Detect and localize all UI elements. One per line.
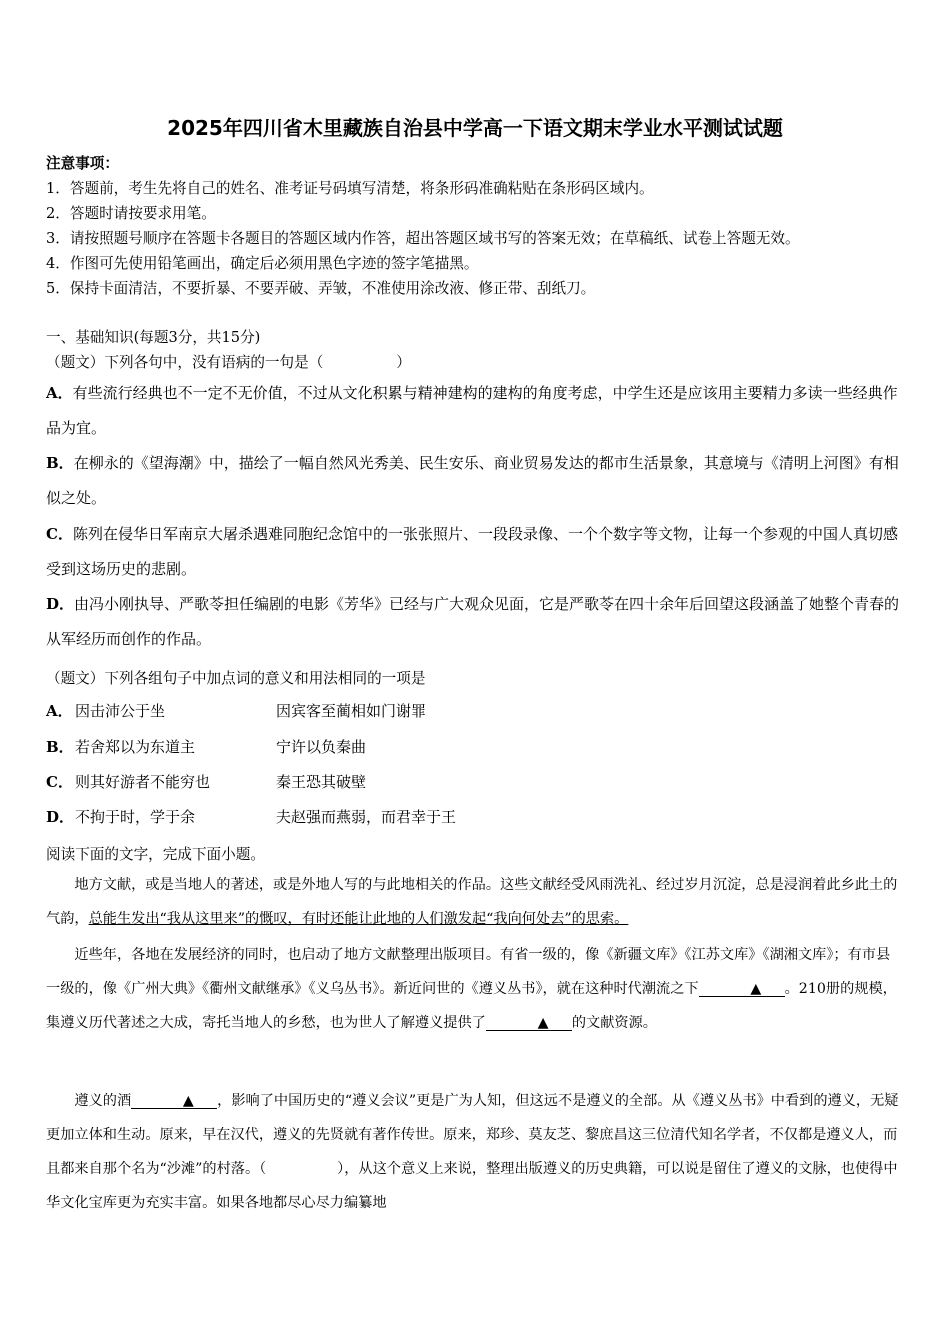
paragraph-text: 地方文献，或是当地人的著述，或是外地人写的与此地相关的作品。这些文献经受风雨洗礼、经过岁月沉淀，总是浸润着此乡此土的气韵， [46, 877, 898, 927]
question-stem: （题文）下列各组句子中加点词的意义和用法相同的一项是 [46, 670, 426, 687]
option-text: 有些流行经典也不一定不无价值，不过从文化积累与精神建构的建构的角度考虑，中学生还是应该用主要精力多读一些经典作品为宜。 [46, 384, 898, 437]
option-right-sentence: 秦王恐其破壁 [276, 773, 367, 791]
section-heading: 一、基础知识(每题3分，共15分) [46, 329, 261, 346]
notice-item: 1．答题前，考生先将自己的姓名、准考证号码填写清楚，将条形码准确粘贴在条形码区域内。 [46, 180, 654, 197]
option-label: D． [46, 595, 75, 613]
paragraph-text: 。210册的规模，集遵义历代著述之大成，寄托当地人的乡愁，也为世人了解遵义提供了 [46, 981, 897, 1031]
option-text: 由冯小刚执导、严歌苓担任编剧的电影《芳华》已经与广大观众见面，它是严歌苓在四十余年后回望这段涵盖了她整个青春的从军经历而创作的作品。 [46, 595, 900, 648]
option-right-sentence: 因宾客至蔺相如门谢罪 [276, 702, 427, 720]
fill-blank [131, 1094, 217, 1109]
option-left-sentence: 不拘于时，学于余 [75, 808, 196, 826]
option-left-sentence: 若舍郑以为东道主 [75, 738, 196, 756]
option-label: B． [46, 738, 74, 756]
option-right-sentence: 宁许以负秦曲 [276, 738, 367, 756]
reading-paragraph-1 [46, 868, 904, 936]
q1-option-a [46, 376, 904, 446]
page-title: 2025年四川省木里藏族自治县中学高一下语文期末学业水平测试试题 [167, 116, 783, 140]
paragraph-text: 近些年，各地在发展经济的同时，也启动了地方文献整理出版项目。有省一级的，像《新疆文库》《江苏文库》《湖湘文库》；有市县一级的，像《广州大典》《衢州文献继承》《义乌丛书》。新近问世的《遵义丛书》，就在这种时代潮流之下 [46, 947, 891, 997]
option-label: C． [46, 525, 73, 543]
blank-marker: ▲ [537, 1015, 549, 1031]
notice-item: 2．答题时请按要求用笔。 [46, 205, 216, 222]
option-label: B． [46, 454, 74, 472]
notice-item: 5．保持卡面清洁，不要折暴、不要弄破、弄皱，不准使用涂改液、修正带、刮纸刀。 [46, 280, 596, 297]
paragraph-text: 的文献资源。 [571, 1015, 657, 1031]
option-left-sentence: 因击沛公于坐 [75, 702, 166, 720]
reading-intro: 阅读下面的文字，完成下面小题。 [46, 846, 265, 863]
blank-marker: ▲ [182, 1093, 194, 1109]
paragraph-text: 遵义的酒 [74, 1093, 132, 1109]
option-label: A． [46, 702, 73, 720]
option-right-sentence: 夫赵强而燕弱，而君幸于王 [276, 808, 457, 826]
option-label: D． [46, 808, 75, 826]
q1-option-d [46, 587, 904, 657]
paragraph-text: ，影响了中国历史的“遵义会议”更是广为人知，但这远不是遵义的全部。从《遵义丛书》中看到的遵义，无疑更加立体和生动。原来，早在汉代，遵义的先贤就有著作传世。原来，郑珍、莫友芝、黎庶昌这三位清代知名学者，不仅都是遵义人，而且都来自那个名为“沙滩”的村落。（ ），从这个意义上来说，整理出版遵义的历史典籍，可以说是留住了遵义的文脉，也使得中华文化宝库更为充实丰富。如果各地都尽心尽力编纂地 [46, 1093, 899, 1211]
fill-blank [486, 1016, 572, 1031]
blank-marker: ▲ [750, 981, 762, 997]
option-text: 在柳永的《望海潮》中，描绘了一幅自然风光秀美、民生安乐、商业贸易发达的都市生活景象，其意境与《清明上河图》有相似之处。 [46, 454, 899, 507]
option-label: A． [46, 384, 73, 402]
notice-item: 3．请按照题号顺序在答题卡各题目的答题区域内作答，超出答题区域书写的答案无效；在草稿纸、试卷上答题无效。 [46, 230, 800, 247]
reading-paragraph-2 [46, 938, 904, 1040]
underlined-sentence: 总能生发出“我从这里来”的慨叹，有时还能让此地的人们激发起“我向何处去”的思索。 [88, 911, 629, 927]
reading-paragraph-3 [46, 1084, 904, 1220]
q1-option-c [46, 517, 904, 587]
option-label: C． [46, 773, 73, 791]
q1-option-b [46, 446, 904, 516]
fill-blank [699, 982, 785, 997]
question-stem: （题文）下列各句中，没有语病的一句是（ ） [46, 354, 411, 371]
option-left-sentence: 则其好游者不能穷也 [75, 773, 211, 791]
option-text: 陈列在侵华日军南京大屠杀遇难同胞纪念馆中的一张张照片、一段段录像、一个个数字等文物，让每一个参观的中国人真切感受到这场历史的悲剧。 [46, 525, 898, 578]
notice-item: 4．作图可先使用铅笔画出，确定后必须用黑色字迹的签字笔描黑。 [46, 255, 479, 272]
notice-heading: 注意事项： [46, 155, 119, 172]
